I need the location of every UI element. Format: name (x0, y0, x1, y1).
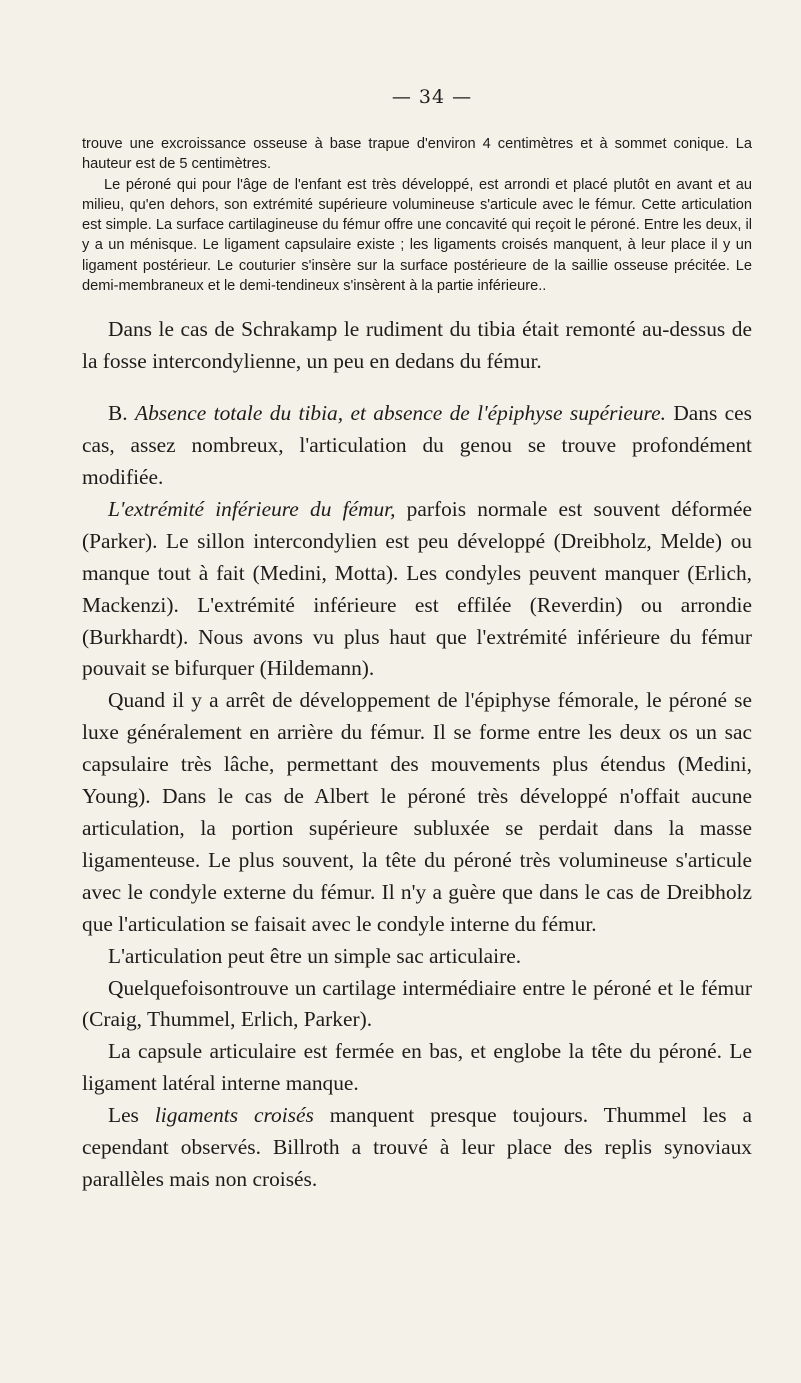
paragraph-schrakamp: Dans le cas de Schrakamp le rudiment du tibia était remonté au-dessus de la fosse intercondylienne, un peu en dedans du fémur. (82, 317, 752, 374)
paragraph-perone: Le péroné qui pour l'âge de l'enfant est très développé, est arrondi et placé plutôt en avant et au milieu, qu'en dehors, son extrémité supérieure volumineuse s'articule avec le fémur. Cette articulation est simple. La surface cartilagineuse du fémur offre une concavité qui reçoit le péroné. Entre les deux, il y a un ménisque. Le ligament capsulaire existe ; les ligaments croisés manquent, à leur place il y un ligament postérieur. Le couturier s'insère sur la surface postérieure de la saillie osseuse précitée. Le demi-membraneux et le demi-tendineux s'insèrent à la partie inférieure.. (82, 176, 752, 295)
paragraph-section-b (82, 398, 752, 494)
extremite-body: parfois normale est souvent déformée (Parker). Le sillon intercondylien est peu développé (Dreibholz, Melde) ou manque tout à fait (Medini, Motta). Les condyles peuvent manquer (Erlich, Mackenzi). L'extrémité inférieure est effilée (Reverdin) ou arrondie (Burkhardt). Nous avons vu plus haut que l'extrémité inférieure du fémur pouvait se bifurquer (Hildemann). (82, 496, 752, 681)
paragraph-ligaments (82, 1100, 752, 1196)
paragraph-extremite (82, 494, 752, 685)
section-b-label: B. (108, 401, 135, 426)
page (82, 86, 752, 1196)
paragraph-excroissance: trouve une excroissance osseuse à base trapue d'environ 4 centimètres et à sommet conique. La hauteur est de 5 centimètres. (82, 136, 752, 173)
section-b-heading: Absence totale du tibia, et absence de l'épiphyse supérieure. (135, 401, 666, 426)
page-number: — 34 — (391, 86, 473, 108)
ligaments-heading: ligaments croisés (154, 1103, 314, 1128)
main-text-section (82, 314, 752, 1195)
paragraph-sac: L'articulation peut être un simple sac articulaire. (108, 943, 522, 968)
paragraph-arret: Quand il y a arrêt de développement de l'épiphyse fémorale, le péroné se luxe généralement en arrière du fémur. Il se forme entre les deux os un sac capsulaire très lâche, permettant des mouvements plus étendus (Medini, Young). Dans le cas de Albert le péroné très développé n'offait aucune articulation, la portion supérieure subluxée se perdait dans la masse ligamenteuse. Le plus souvent, la tête du péroné très volumineuse s'articule avec le condyle externe du fémur. Il n'y a guère que dans le cas de Dreibholz que l'articulation se faisait avec le condyle interne du fémur. (82, 688, 752, 936)
ligaments-prefix: Les (108, 1103, 155, 1128)
small-print-section (82, 134, 752, 296)
extremite-heading: L'extrémité inférieure du fémur, (108, 496, 396, 521)
section-b-body: Dans ces cas, assez nombreux, l'articulation du genou se trouve profondément modifiée. (82, 401, 752, 489)
ligaments-body: manquent presque toujours. Thummel les a cependant observés. Billroth a trouvé à leur place des replis synoviaux parallèles mais non croisés. (82, 1103, 753, 1191)
paragraph-cartilage: Quelquefoisontrouve un cartilage intermédiaire entre le péroné et le fémur (Craig, Thummel, Erlich, Parker). (82, 975, 752, 1032)
paragraph-capsule: La capsule articulaire est fermée en bas, et englobe la tête du péroné. Le ligament latéral interne manque. (82, 1039, 752, 1096)
